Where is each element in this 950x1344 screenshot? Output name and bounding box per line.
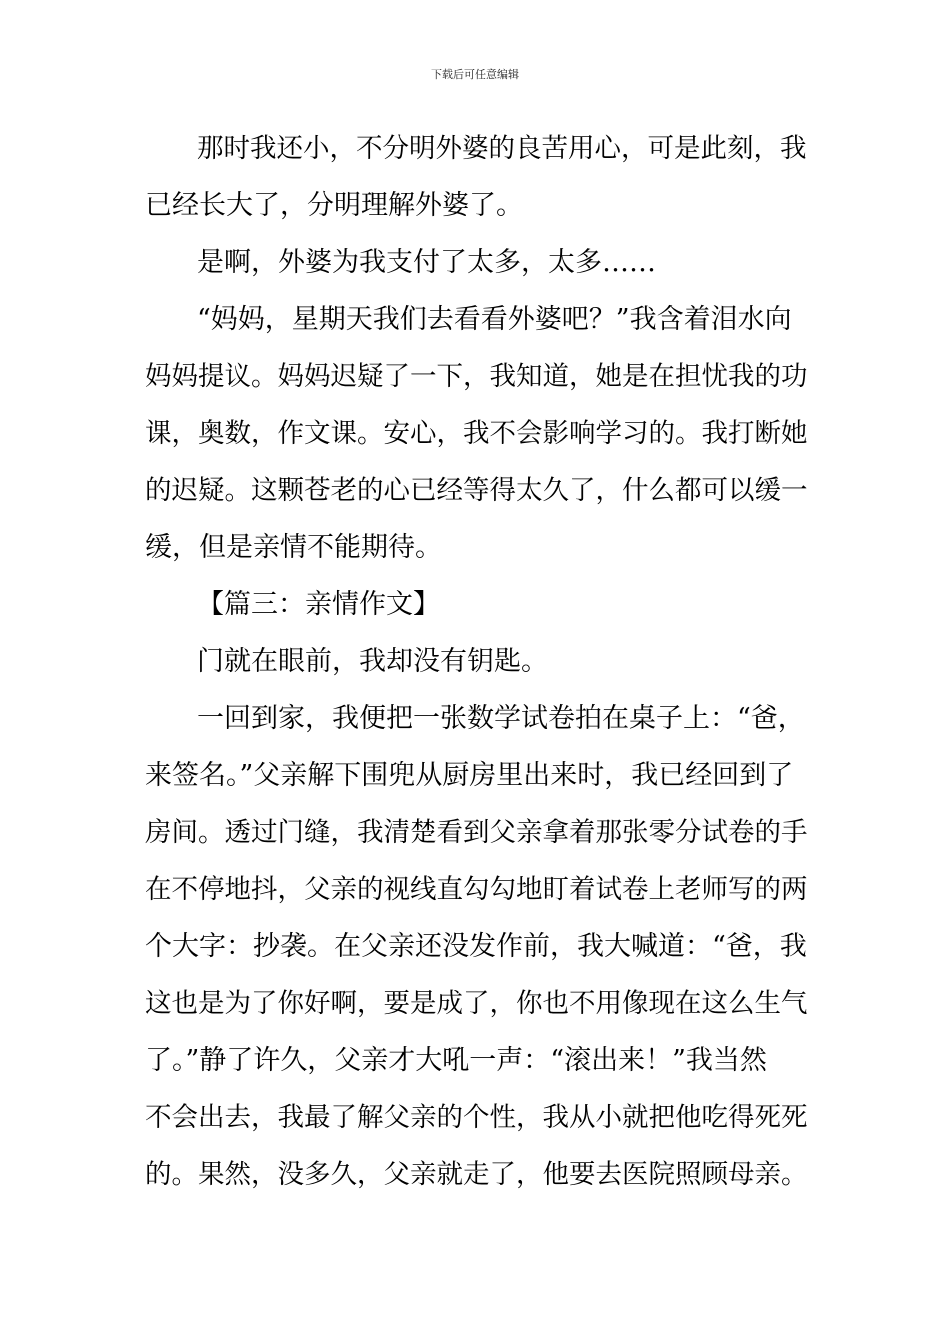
text-line: 是啊，外婆为我支付了太多，太多…… (197, 247, 656, 278)
section-heading: 【篇三：亲情作文】 (197, 589, 440, 620)
text-line: 妈妈提议。妈妈迟疑了一下，我知道，她是在担忧我的功 (145, 361, 808, 392)
text-line: 了。”静了许久，父亲才大吼一声：“滚出来！”我当然 (145, 1045, 767, 1076)
text-line: 课，奥数，作文课。安心，我不会影响学习的。我打断她 (145, 418, 808, 449)
text-line: 的迟疑。这颗苍老的心已经等得太久了，什么都可以缓一 (145, 475, 808, 506)
text-line: 来签名。”父亲解下围兜从厨房里出来时，我已经回到了 (145, 760, 794, 791)
text-line: 不会出去，我最了解父亲的个性，我从小就把他吃得死死 (145, 1102, 808, 1133)
page-header-note: 下载后可任意编辑 (431, 68, 519, 81)
text-line: 的。果然，没多久，父亲就走了，他要去医院照顾母亲。 (145, 1159, 808, 1190)
text-line: 一回到家，我便把一张数学试卷拍在桌子上：“爸， (197, 703, 805, 734)
text-line: 个大字：抄袭。在父亲还没发作前，我大喊道：“爸，我 (145, 931, 807, 962)
text-line: 门就在眼前，我却没有钥匙。 (197, 646, 548, 677)
text-line: 已经长大了，分明理解外婆了。 (145, 190, 523, 221)
text-line: 房间。透过门缝，我清楚看到父亲拿着那张零分试卷的手 (145, 817, 808, 848)
text-line: 缓，但是亲情不能期待。 (145, 532, 442, 563)
text-line: 那时我还小，不分明外婆的良苦用心，可是此刻，我 (197, 133, 807, 164)
document-body (145, 126, 809, 1209)
text-line: 在不停地抖，父亲的视线直勾勾地盯着试卷上老师写的两 (145, 874, 808, 905)
text-line: 这也是为了你好啊，要是成了，你也不用像现在这么生气 (145, 988, 808, 1019)
text-line: “妈妈，星期天我们去看看外婆吧？”我含着泪水向 (197, 304, 792, 335)
